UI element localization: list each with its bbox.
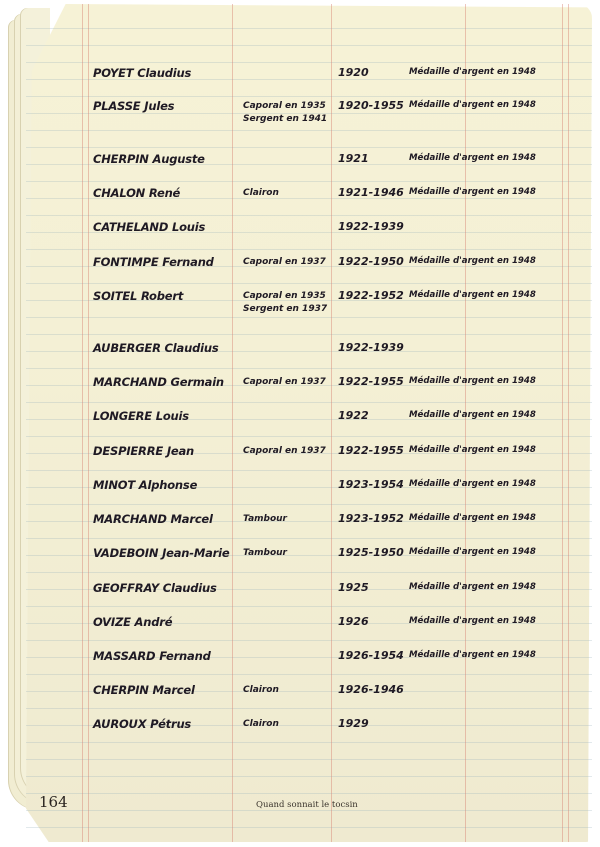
service-years: 1922-1955 [338, 444, 404, 457]
ruled-line [26, 776, 592, 777]
service-years: 1923-1952 [338, 512, 404, 525]
service-years: 1922-1939 [338, 220, 404, 233]
service-years: 1921-1946 [338, 186, 404, 199]
roster-row [0, 478, 600, 512]
member-rank: Tambour [243, 514, 287, 524]
book-title-footer: Quand sonnait le tocsin [256, 800, 358, 810]
member-rank: Caporal en 1935 Sergent en 1941 [243, 101, 328, 124]
service-years: 1923-1954 [338, 478, 404, 491]
member-rank: Caporal en 1937 [243, 377, 326, 387]
roster-row [0, 375, 600, 409]
ruled-line [26, 45, 592, 46]
medal-award: Médaille d'argent en 1948 [409, 376, 536, 386]
service-years: 1922-1950 [338, 255, 404, 268]
member-name: SOITEL Robert [93, 289, 184, 303]
service-years: 1922-1955 [338, 375, 404, 388]
medal-award: Médaille d'argent en 1948 [409, 410, 536, 420]
medal-award: Médaille d'argent en 1948 [409, 445, 536, 455]
member-rank: Caporal en 1937 [243, 257, 326, 267]
medal-award: Médaille d'argent en 1948 [409, 513, 536, 523]
ruled-line [26, 147, 592, 148]
roster-row [0, 615, 600, 649]
member-name: DESPIERRE Jean [93, 444, 195, 458]
roster-row [0, 99, 600, 133]
service-years: 1926-1954 [338, 649, 404, 662]
ruled-line [26, 28, 592, 29]
roster-row [0, 255, 600, 289]
medal-award: Médaille d'argent en 1948 [409, 616, 536, 626]
service-years: 1926-1946 [338, 683, 404, 696]
medal-award: Médaille d'argent en 1948 [409, 479, 536, 489]
member-name: VADEBOIN Jean-Marie [93, 546, 230, 560]
medal-award: Médaille d'argent en 1948 [409, 256, 536, 266]
ruled-line [26, 827, 592, 828]
member-rank: Clairon [243, 719, 279, 729]
medal-award: Médaille d'argent en 1948 [409, 547, 536, 557]
ruled-line [26, 62, 592, 63]
member-name: CATHELAND Louis [93, 220, 206, 234]
member-name: CHERPIN Marcel [93, 683, 195, 697]
service-years: 1922-1939 [338, 341, 404, 354]
service-years: 1920 [338, 66, 369, 79]
roster-row [0, 341, 600, 375]
medal-award: Médaille d'argent en 1948 [409, 187, 536, 197]
member-name: MINOT Alphonse [93, 478, 198, 492]
member-name: FONTIMPE Fernand [93, 255, 214, 269]
member-name: MARCHAND Germain [93, 375, 224, 389]
member-name: AUROUX Pétrus [93, 717, 192, 731]
roster-row [0, 289, 600, 323]
roster-row [0, 409, 600, 443]
roster-row [0, 683, 600, 717]
member-name: PLASSE Jules [93, 99, 175, 113]
roster-row [0, 66, 600, 100]
service-years: 1920-1955 [338, 99, 404, 112]
member-name: GEOFFRAY Claudius [93, 581, 217, 595]
service-years: 1921 [338, 152, 369, 165]
member-rank: Caporal en 1937 [243, 446, 326, 456]
roster-row [0, 546, 600, 580]
service-years: 1929 [338, 717, 369, 730]
roster-row [0, 512, 600, 546]
roster-row [0, 444, 600, 478]
member-name: AUBERGER Claudius [93, 341, 219, 355]
service-years: 1922-1952 [338, 289, 404, 302]
medal-award: Médaille d'argent en 1948 [409, 67, 536, 77]
member-rank: Caporal en 1935 Sergent en 1937 [243, 291, 328, 314]
medal-award: Médaille d'argent en 1948 [409, 650, 536, 660]
member-name: CHALON René [93, 186, 181, 200]
medal-award: Médaille d'argent en 1948 [409, 100, 536, 110]
member-name: MASSARD Fernand [93, 649, 211, 663]
service-years: 1926 [338, 615, 369, 628]
member-name: OVIZE André [93, 615, 173, 629]
roster-row [0, 717, 600, 751]
ruled-line [26, 759, 592, 760]
member-name: POYET Claudius [93, 66, 192, 80]
roster-row [0, 649, 600, 683]
roster-row [0, 152, 600, 186]
member-rank: Tambour [243, 548, 287, 558]
service-years: 1922 [338, 409, 369, 422]
member-name: LONGERE Louis [93, 409, 189, 423]
ruled-line [26, 810, 592, 811]
roster-row [0, 186, 600, 220]
ruled-line [26, 793, 592, 794]
medal-award: Médaille d'argent en 1948 [409, 582, 536, 592]
service-years: 1925 [338, 581, 369, 594]
service-years: 1925-1950 [338, 546, 404, 559]
medal-award: Médaille d'argent en 1948 [409, 290, 536, 300]
page-number: 164 [39, 793, 68, 811]
member-rank: Clairon [243, 685, 279, 695]
member-name: CHERPIN Auguste [93, 152, 205, 166]
ruled-line [26, 334, 592, 335]
medal-award: Médaille d'argent en 1948 [409, 153, 536, 163]
member-rank: Clairon [243, 188, 279, 198]
roster-row [0, 581, 600, 615]
roster-row [0, 220, 600, 254]
member-name: MARCHAND Marcel [93, 512, 213, 526]
